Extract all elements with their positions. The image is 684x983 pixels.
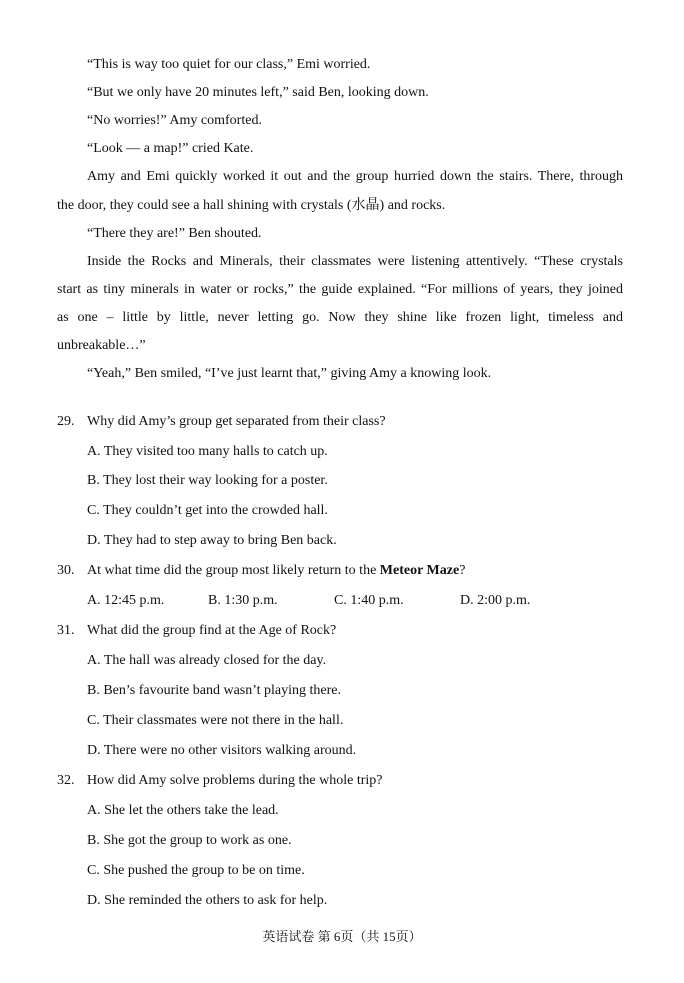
option-a[interactable]: A. They visited too many halls to catch up. bbox=[87, 444, 328, 459]
option-d[interactable]: D. They had to step away to bring Ben back. bbox=[87, 533, 337, 548]
option-a[interactable]: A. She let the others take the lead. bbox=[87, 803, 279, 818]
question-text bbox=[87, 562, 465, 580]
story-paragraph: “No worries!” Amy comforted. bbox=[87, 113, 262, 128]
question-number: 31. bbox=[57, 623, 75, 638]
option-a[interactable]: A. The hall was already closed for the day. bbox=[87, 653, 327, 668]
question-text: What did the group find at the Age of Rock? bbox=[87, 623, 337, 638]
option-b[interactable]: B. They lost their way looking for a poster. bbox=[87, 473, 328, 488]
story-paragraph: “Yeah,” Ben smiled, “I’ve just learnt that,” giving Amy a knowing look. bbox=[87, 366, 492, 381]
option-d[interactable]: D. 2:00 p.m. bbox=[460, 593, 531, 608]
story-paragraph: “Look — a map!” cried Kate. bbox=[87, 141, 254, 156]
option-a[interactable]: A. 12:45 p.m. bbox=[87, 593, 165, 608]
page-footer: 英语试卷 第 6页（共 15页） bbox=[262, 929, 422, 944]
option-d[interactable]: D. There were no other visitors walking around. bbox=[87, 743, 357, 758]
story-paragraph: “This is way too quiet for our class,” Emi worried. bbox=[87, 57, 371, 72]
option-b[interactable]: B. She got the group to work as one. bbox=[87, 833, 292, 848]
question-number: 29. bbox=[57, 414, 75, 429]
option-c[interactable]: C. They couldn’t get into the crowded hall. bbox=[87, 503, 328, 518]
hall-name-bold: Meteor Maze bbox=[379, 563, 460, 578]
option-c[interactable]: C. Their classmates were not there in the hall. bbox=[87, 713, 344, 728]
story-paragraph-line: the door, they could see a hall shining with crystals (水晶) and rocks. bbox=[57, 198, 446, 213]
question-text: How did Amy solve problems during the whole trip? bbox=[87, 773, 383, 788]
option-b[interactable]: B. Ben’s favourite band wasn’t playing there. bbox=[87, 683, 342, 698]
story-paragraph-line: start as tiny minerals in water or rocks,” the guide explained. “For millions of years, they joined bbox=[57, 282, 623, 297]
question-text-part: At what time did the group most likely return to the bbox=[87, 563, 380, 578]
option-b[interactable]: B. 1:30 p.m. bbox=[208, 593, 278, 608]
question-number: 30. bbox=[57, 563, 75, 578]
option-c[interactable]: C. 1:40 p.m. bbox=[334, 593, 404, 608]
question-text-part: ? bbox=[459, 563, 466, 578]
story-paragraph: “There they are!” Ben shouted. bbox=[87, 226, 262, 241]
story-paragraph-line: Amy and Emi quickly worked it out and the group hurried down the stairs. There, through bbox=[87, 169, 623, 184]
question-number: 32. bbox=[57, 773, 75, 788]
story-paragraph-line: unbreakable…” bbox=[57, 338, 146, 353]
story-paragraph: “But we only have 20 minutes left,” said Ben, looking down. bbox=[87, 85, 429, 100]
story-paragraph-line: as one – little by little, never letting go. Now they shine like frozen light, timeless and bbox=[57, 310, 623, 325]
story-paragraph-line: Inside the Rocks and Minerals, their classmates were listening attentively. “These crystals bbox=[87, 254, 623, 269]
option-d[interactable]: D. She reminded the others to ask for help. bbox=[87, 893, 328, 908]
question-text: Why did Amy’s group get separated from their class? bbox=[87, 414, 386, 429]
option-c[interactable]: C. She pushed the group to be on time. bbox=[87, 863, 305, 878]
